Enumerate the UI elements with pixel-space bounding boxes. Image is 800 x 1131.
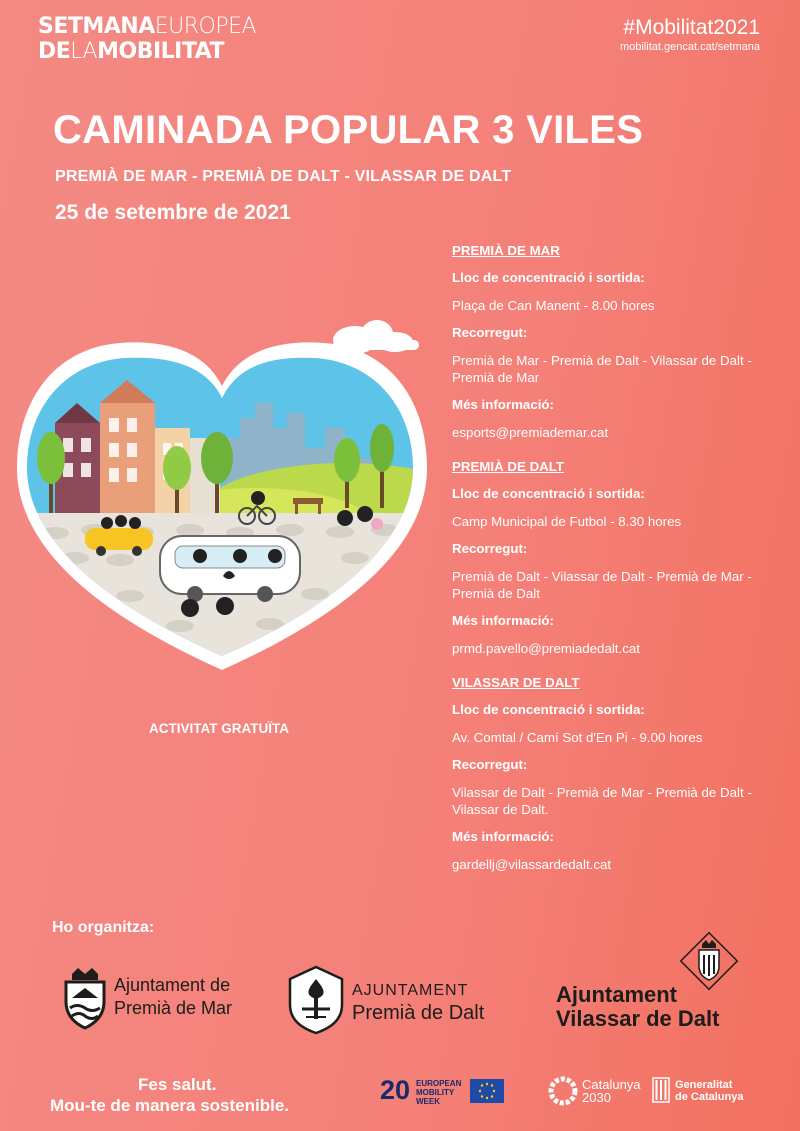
town-name: VILASSAR DE DALT xyxy=(452,675,580,690)
organizers-label: Ho organitza: xyxy=(52,919,155,936)
hashtag: #Mobilitat2021 xyxy=(623,16,760,39)
hashtag-block xyxy=(620,16,760,54)
route-label: Recorregut: xyxy=(452,325,528,340)
route: Premià de Dalt - Vilassar de Dalt - Premià de Mar - Premià de Dalt xyxy=(452,569,752,601)
route: Vilassar de Dalt - Premià de Mar - Premià de Dalt - Vilassar de Dalt. xyxy=(452,785,752,817)
meeting-point: Camp Municipal de Futbol - 8.30 hores xyxy=(452,514,682,529)
info-label: Més informació: xyxy=(452,829,554,844)
page-title: CAMINADA POPULAR 3 VILES xyxy=(53,108,644,152)
premia-dalt-logo-text: AJUNTAMENT Premià de Dalt xyxy=(352,982,485,1024)
info-label: Més informació: xyxy=(452,613,554,628)
emw-logo-text: EUROPEAN MOBILITY WEEK xyxy=(416,1079,462,1106)
catalunya-2030-text: Catalunya 2030 xyxy=(582,1077,641,1105)
emw-number: 20 xyxy=(380,1075,411,1105)
free-activity-label: ACTIVITAT GRATUÏTA xyxy=(149,721,289,736)
route-label: Recorregut: xyxy=(452,757,528,772)
town-block xyxy=(452,675,752,873)
meeting-point: Plaça de Can Manent - 8.00 hores xyxy=(452,298,655,313)
town-name: PREMIÀ DE DALT xyxy=(452,459,565,474)
campaign-url: mobilitat.gencat.cat/setmana xyxy=(619,41,760,53)
eu-flag-icon xyxy=(470,1079,504,1103)
bus-icon xyxy=(160,536,300,602)
town-block xyxy=(452,243,752,441)
generalitat-text: Generalitat de Catalunya xyxy=(675,1079,744,1103)
event-subtitle: PREMIÀ DE MAR - PREMIÀ DE DALT - VILASSAR DE DALT xyxy=(55,168,512,185)
meeting-point: Av. Comtal / Camí Sot d'En Pi - 9.00 hores xyxy=(452,730,703,745)
vilassar-logo-text: Ajuntament Vilassar de Dalt xyxy=(556,982,720,1031)
premia-mar-shield-icon xyxy=(62,968,108,1030)
route: Premià de Mar - Premià de Dalt - Vilassar de Dalt - Premià de Mar xyxy=(452,353,752,385)
brand-logo: SETMANAEUROPEA DELAMOBILITAT xyxy=(38,14,257,64)
event-date: 25 de setembre de 2021 xyxy=(55,201,291,224)
info-label: Més informació: xyxy=(452,397,554,412)
town-block xyxy=(452,459,752,657)
town-info-list xyxy=(452,243,752,891)
heart-illustration xyxy=(15,318,430,673)
meeting-label: Lloc de concentració i sortida: xyxy=(452,270,645,285)
catalunya-2030-icon xyxy=(548,1076,578,1106)
premia-mar-logo-text: Ajuntament de Premià de Mar xyxy=(114,975,233,1018)
contact-email: prmd.pavello@premiadedalt.cat xyxy=(452,641,640,656)
generalitat-icon xyxy=(652,1077,670,1103)
footer-slogan: Fes salut. Mou-te de manera sostenible. xyxy=(50,1075,289,1115)
town-name: PREMIÀ DE MAR xyxy=(452,243,560,258)
contact-email: gardellj@vilassardedalt.cat xyxy=(452,857,612,872)
premia-dalt-shield-icon xyxy=(288,965,344,1035)
meeting-label: Lloc de concentració i sortida: xyxy=(452,702,645,717)
route-label: Recorregut: xyxy=(452,541,528,556)
meeting-label: Lloc de concentració i sortida: xyxy=(452,486,645,501)
contact-email: esports@premiademar.cat xyxy=(452,425,609,440)
